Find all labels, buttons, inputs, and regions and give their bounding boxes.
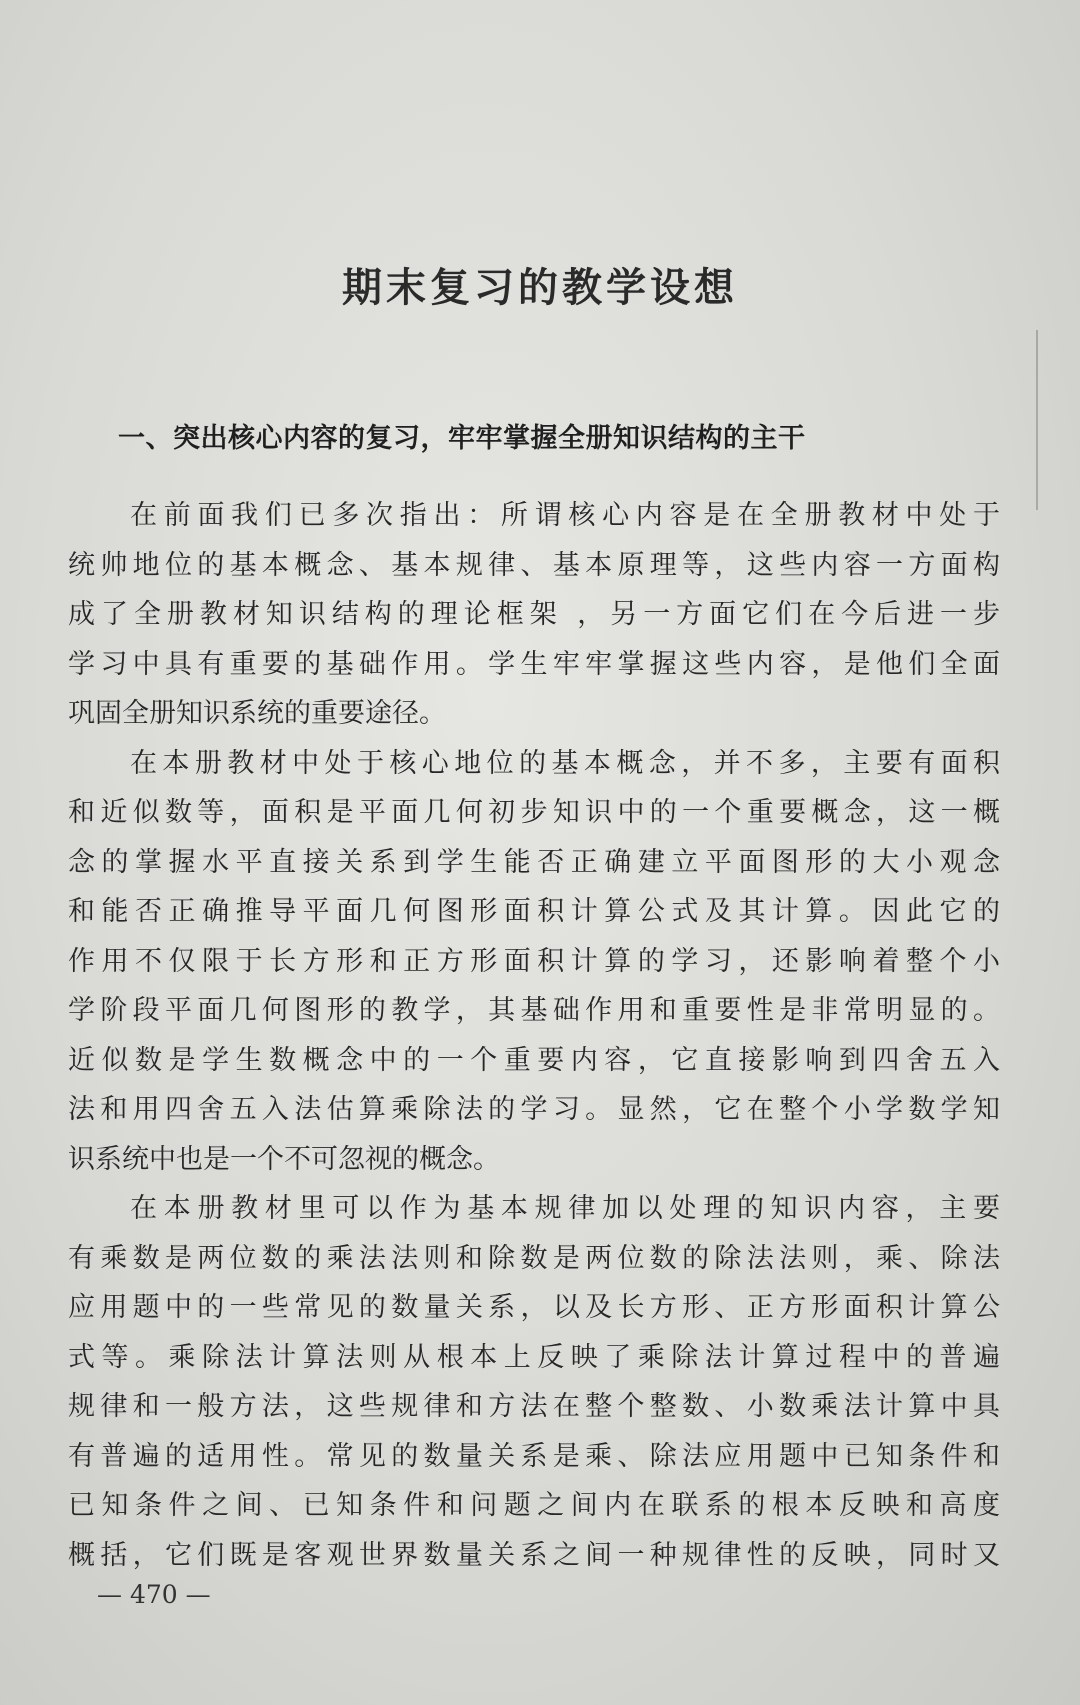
section-heading: 一、突出核心内容的复习，牢牢掌握全册知识结构的主干: [118, 423, 806, 454]
text-line: 念的掌握水平直接关系到学生能否正确建立平面图形的大小观念: [68, 846, 1000, 878]
page-edge-mark: [1036, 330, 1038, 510]
page-number: — 470 —: [97, 1580, 211, 1609]
reverse-side-bleed-through: [70, 100, 1020, 148]
text-line: 学阶段平面几何图形的教学，其基础作用和重要性是非常明显的。: [68, 995, 1000, 1026]
text-line: 近似数是学生数概念中的一个重要内容，它直接影响到四舍五入: [68, 1044, 1000, 1076]
text-line: 已知条件之间、已知条件和问题之间内在联系的根本反映和高度: [68, 1490, 1000, 1521]
body-text: [68, 491, 1000, 1580]
text-line: 学习中具有重要的基础作用。学生牢牢掌握这些内容，是他们全面: [68, 648, 1000, 680]
text-line: 有乘数是两位数的乘法法则和除数是两位数的除法法则，乘、除法: [68, 1242, 1000, 1274]
text-line: 巩固全册知识系统的重要途径。: [68, 698, 446, 729]
text-line: 成了全册教材知识结构的理论框架 ，另一方面它们在今后进一步: [68, 599, 1000, 630]
text-line: 和能否正确推导平面几何图形面积计算公式及其计算。因此它的: [68, 896, 1000, 927]
paragraph-2: [68, 739, 1000, 1185]
text-line: 和近似数等，面积是平面几何初步知识中的一个重要概念，这一概: [68, 797, 1000, 828]
text-line: 法和用四舍五入法估算乘除法的学习。显然，它在整个小学数学知: [68, 1094, 1000, 1125]
text-line: 在前面我们已多次指出：所谓核心内容是在全册教材中处于: [130, 500, 1000, 531]
text-line: 作用不仅限于长方形和正方形面积计算的学习，还影响着整个小: [68, 945, 1000, 977]
text-line: 规律和一般方法，这些规律和方法在整个整数、小数乘法计算中具: [68, 1391, 1000, 1422]
paragraph-3: [68, 1184, 1000, 1580]
text-line: 应用题中的一些常见的数量关系，以及长方形、正方形面积计算公: [68, 1292, 1000, 1323]
text-line: 统帅地位的基本概念、基本规律、基本原理等，这些内容一方面构: [68, 549, 1000, 581]
text-line: 有普遍的适用性。常见的数量关系是乘、除法应用题中已知条件和: [68, 1440, 1000, 1472]
paragraph-1: [68, 491, 1000, 739]
page-title: 期末复习的教学设想: [342, 264, 738, 311]
text-line: 式等。乘除法计算法则从根本上反映了乘除法计算过程中的普遍: [68, 1341, 1000, 1373]
text-line: 在本册教材中处于核心地位的基本概念，并不多，主要有面积: [130, 747, 1000, 779]
text-line: 概括，它们既是客观世界数量关系之间一种规律性的反映，同时又: [68, 1539, 1000, 1571]
text-line: 在本册教材里可以作为基本规律加以处理的知识内容，主要: [130, 1193, 1000, 1224]
text-line: 识系统中也是一个不可忽视的概念。: [68, 1143, 500, 1175]
